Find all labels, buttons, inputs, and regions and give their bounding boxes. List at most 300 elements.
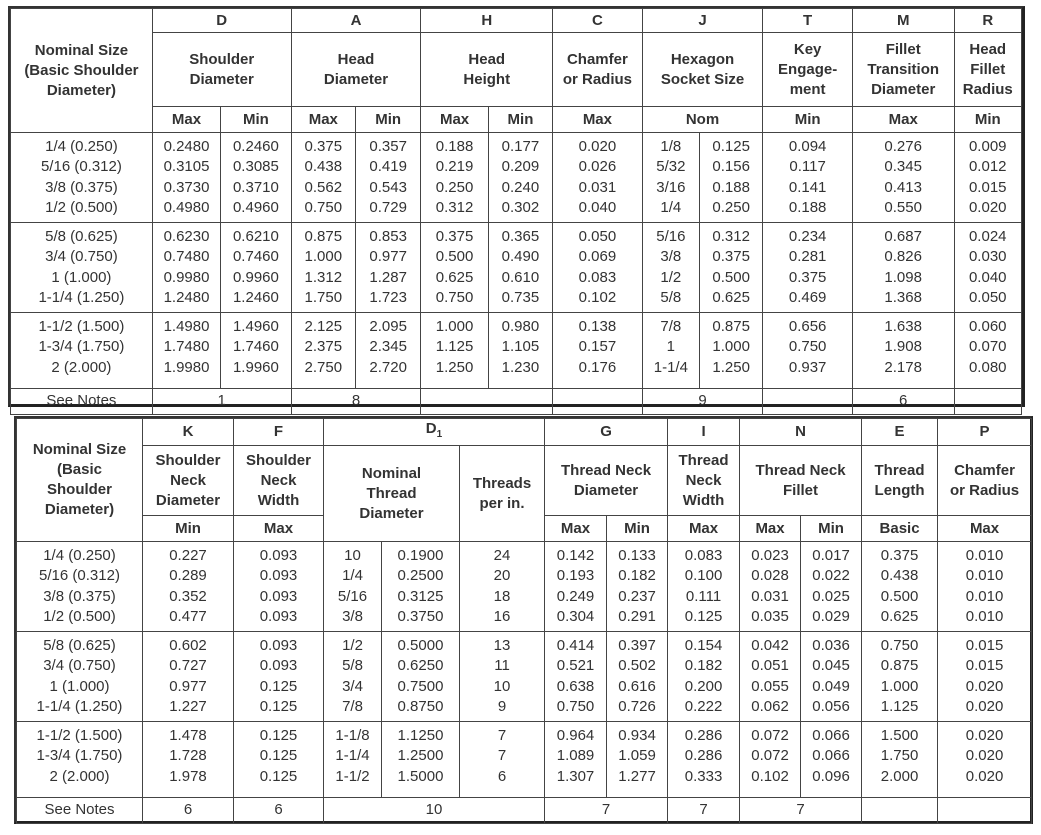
- value: 0.193: [556, 567, 595, 585]
- value: 0.030: [968, 248, 1007, 266]
- value: 0.125: [259, 747, 298, 765]
- letter-e: E: [862, 419, 938, 446]
- value: 1.125: [435, 338, 474, 356]
- note-ref: [763, 389, 853, 415]
- key-engagement-header: Key Engage-ment: [763, 33, 853, 107]
- value: 0.7500: [397, 677, 444, 695]
- letter-t: T: [763, 9, 853, 33]
- value: 0.020: [965, 747, 1004, 765]
- letter-d1: [324, 419, 545, 446]
- letter-f: F: [234, 419, 324, 446]
- data-cell-g-max: [545, 722, 607, 798]
- value: 7: [497, 747, 507, 765]
- data-cell-tpi: [460, 632, 545, 722]
- value: 0.026: [578, 158, 617, 176]
- value: 0.937: [788, 358, 827, 376]
- data-cell-p-max: [938, 722, 1032, 798]
- data-cell-size: [11, 223, 153, 313]
- letter-d1-main: D: [425, 420, 437, 437]
- value: 5/16 (0.312): [39, 567, 120, 585]
- value: 1-1/4: [653, 358, 688, 376]
- see-notes-label: See Notes: [17, 798, 143, 824]
- value: 0.250: [435, 178, 474, 196]
- value: 10: [493, 677, 511, 695]
- value: 0.222: [684, 698, 723, 716]
- data-cell-d-max: [152, 133, 220, 223]
- note-ref: 6: [852, 389, 954, 415]
- data-cell-size: [17, 542, 143, 632]
- value: 0.413: [884, 178, 922, 196]
- letter-d1-subscript: 1: [436, 429, 443, 440]
- data-cell-d1-dec: [382, 722, 460, 798]
- value: 1.7460: [232, 338, 279, 356]
- value: 1.723: [369, 289, 407, 307]
- thread-neck-fillet-header: Thread Neck Fillet: [740, 446, 862, 516]
- value: 24: [493, 547, 511, 564]
- value: 0.375: [304, 138, 343, 155]
- value: 0.056: [812, 698, 850, 716]
- value: 5/16: [656, 228, 686, 245]
- value: 3/4 (0.750): [43, 657, 116, 675]
- data-cell-size: [11, 313, 153, 389]
- note-ref: 7: [545, 798, 668, 824]
- value: 0.237: [618, 587, 656, 605]
- value: 0.375: [788, 268, 827, 286]
- sub-header: Max: [234, 516, 324, 542]
- data-cell-e-basic: [862, 542, 938, 632]
- value: 0.352: [169, 587, 207, 605]
- data-cell-d-min: [221, 223, 291, 313]
- data-cell-r-min: [954, 133, 1022, 223]
- value: 1.277: [618, 767, 656, 785]
- value: 0.020: [968, 199, 1007, 217]
- sub-header: Min: [607, 516, 668, 542]
- value: 0.125: [684, 608, 723, 626]
- value: 0.042: [751, 637, 789, 654]
- data-cell-g-min: [607, 542, 668, 632]
- value: 7/8: [660, 318, 682, 335]
- value: 0.083: [684, 547, 723, 564]
- shoulder-screw-head-dimensions-table: [8, 6, 1025, 410]
- value: 0.010: [965, 587, 1004, 605]
- sub-header: Max: [553, 107, 643, 133]
- sub-header: Max: [545, 516, 607, 542]
- value: 0.029: [812, 608, 850, 626]
- value: 13: [493, 637, 511, 654]
- value: 0.638: [556, 677, 595, 695]
- value: 10: [344, 547, 361, 564]
- data-cell-t-min: [763, 223, 853, 313]
- value: 0.602: [169, 637, 207, 654]
- value: 11: [494, 657, 510, 675]
- value: 2.125: [304, 318, 343, 335]
- value: 3/4: [342, 677, 363, 695]
- value: 0.9980: [163, 268, 210, 286]
- value: 0.234: [788, 228, 827, 245]
- value: 0.080: [968, 358, 1007, 376]
- value: 1-1/4 (1.250): [38, 289, 125, 307]
- table-1: [10, 8, 1022, 415]
- value: 0.5000: [397, 637, 444, 654]
- value: 0.9960: [232, 268, 279, 286]
- value: 0.249: [556, 587, 595, 605]
- value: 1/4: [660, 199, 682, 217]
- data-cell-j-dec: [700, 223, 763, 313]
- fillet-transition-header: Fillet Transition Diameter: [852, 33, 954, 107]
- letter-k: K: [143, 419, 234, 446]
- data-block-row: [11, 223, 1022, 313]
- data-cell-a-min: [356, 133, 421, 223]
- value: 0.375: [880, 547, 919, 564]
- value: 0.4960: [232, 199, 279, 217]
- value: 0.3085: [232, 158, 279, 176]
- value: 0.227: [169, 547, 207, 564]
- value: 5/8: [660, 289, 682, 307]
- see-notes-label: See Notes: [11, 389, 153, 415]
- value: 0.687: [884, 228, 922, 245]
- value: 1.9980: [163, 358, 210, 376]
- value: 1.368: [884, 289, 922, 307]
- value: 2.720: [369, 358, 407, 376]
- value: 0.750: [435, 289, 474, 307]
- value: 0.438: [880, 567, 919, 585]
- value: 0.125: [259, 767, 298, 785]
- data-cell-n-max: [740, 542, 801, 632]
- value: 0.209: [501, 158, 540, 176]
- data-cell-d1-frac: [324, 542, 382, 632]
- letter-p: P: [938, 419, 1032, 446]
- value: 0.8750: [397, 698, 444, 716]
- data-block-row: [17, 722, 1032, 798]
- value: 0.750: [304, 199, 343, 217]
- data-cell-f-max: [234, 722, 324, 798]
- value: 0.250: [712, 199, 750, 217]
- value: 1-1/4 (1.250): [36, 698, 123, 716]
- value: 0.625: [712, 289, 750, 307]
- value: 1.307: [556, 767, 595, 785]
- data-cell-c-max: [553, 223, 643, 313]
- value: 0.200: [684, 677, 723, 695]
- value: 0.093: [259, 547, 298, 564]
- value: 0.397: [618, 637, 656, 654]
- value: 0.934: [618, 727, 656, 744]
- value: 1/4 (0.250): [43, 547, 116, 564]
- value: 2 (2.000): [49, 767, 110, 785]
- data-cell-d1-frac: [324, 632, 382, 722]
- note-ref: 9: [642, 389, 763, 415]
- value: 0.286: [684, 727, 723, 744]
- shoulder-diameter-header: Shoulder Diameter: [152, 33, 291, 107]
- value: 0.750: [788, 338, 827, 356]
- value: 0.031: [578, 178, 617, 196]
- note-ref: [421, 389, 553, 415]
- value: 0.6230: [163, 228, 210, 245]
- value: 0.276: [884, 138, 922, 155]
- value: 0.3750: [397, 608, 444, 626]
- value: 0.096: [812, 767, 850, 785]
- value: 9: [497, 698, 507, 716]
- value: 0.020: [578, 138, 617, 155]
- value: 0.024: [968, 228, 1007, 245]
- value: 0.1900: [397, 547, 444, 564]
- data-cell-g-max: [545, 542, 607, 632]
- data-block-row: [11, 313, 1022, 389]
- value: 0.045: [812, 657, 850, 675]
- value: 0.469: [788, 289, 827, 307]
- value: 0.610: [501, 268, 540, 286]
- head-diameter-header: Head Diameter: [291, 33, 421, 107]
- value: 0.012: [968, 158, 1007, 176]
- sub-header: Max: [152, 107, 220, 133]
- sub-header: Min: [221, 107, 291, 133]
- data-cell-f-max: [234, 542, 324, 632]
- value: 1/4 (0.250): [45, 138, 118, 155]
- value: 0.3125: [397, 587, 444, 605]
- value: 18: [493, 587, 511, 605]
- value: 0.826: [884, 248, 922, 266]
- value: 1.500: [880, 727, 919, 744]
- value: 0.020: [965, 727, 1004, 744]
- data-cell-t-min: [763, 313, 853, 389]
- value: 5/8 (0.625): [45, 228, 118, 245]
- sub-header: Max: [740, 516, 801, 542]
- value: 1.000: [712, 338, 750, 356]
- data-cell-m-max: [852, 313, 954, 389]
- value: 0.040: [968, 268, 1007, 286]
- value: 0.176: [578, 358, 617, 376]
- thread-neck-width-header: Thread Neck Width: [668, 446, 740, 516]
- value: 3/8: [660, 248, 682, 266]
- value: 0.304: [556, 608, 595, 626]
- value: 0.066: [812, 727, 850, 744]
- value: 0.093: [259, 587, 298, 605]
- value: 1-1/2 (1.500): [36, 727, 123, 744]
- value: 1.250: [712, 358, 750, 376]
- value: 5/16 (0.312): [40, 158, 122, 176]
- see-notes-row: [17, 798, 1032, 824]
- value: 1.638: [884, 318, 922, 335]
- value: 0.020: [965, 767, 1004, 785]
- table-2: [16, 418, 1032, 824]
- sub-header: Min: [356, 107, 421, 133]
- data-cell-h-max: [421, 133, 488, 223]
- data-cell-i-max: [668, 632, 740, 722]
- sub-header: Max: [291, 107, 355, 133]
- note-ref: 1: [152, 389, 291, 415]
- data-cell-size: [17, 632, 143, 722]
- value: 0.177: [501, 138, 540, 155]
- value: 0.017: [812, 547, 850, 564]
- value: 0.093: [259, 608, 298, 626]
- value: 1.059: [618, 747, 656, 765]
- data-cell-m-max: [852, 133, 954, 223]
- value: 0.291: [618, 608, 656, 626]
- value: 0.015: [965, 657, 1004, 675]
- value: 0.031: [751, 587, 789, 605]
- letter-i: I: [668, 419, 740, 446]
- chamfer-radius-header: Chamfer or Radius: [938, 446, 1032, 516]
- value: 0.4980: [163, 199, 210, 217]
- value: 20: [493, 567, 511, 585]
- value: 2.178: [884, 358, 922, 376]
- letter-n: N: [740, 419, 862, 446]
- data-cell-h-min: [488, 133, 552, 223]
- value: 0.6210: [232, 228, 279, 245]
- value: 0.010: [965, 547, 1004, 564]
- hex-socket-header: Hexagon Socket Size: [642, 33, 763, 107]
- value: 0.219: [435, 158, 474, 176]
- value: 7: [497, 727, 507, 744]
- value: 0.093: [259, 637, 298, 654]
- value: 1.7480: [163, 338, 210, 356]
- value: 0.010: [965, 608, 1004, 626]
- value: 2.750: [304, 358, 343, 376]
- value: 0.117: [789, 158, 826, 176]
- note-ref: [938, 798, 1032, 824]
- sub-header: Basic: [862, 516, 938, 542]
- value: 0.414: [556, 637, 595, 654]
- value: 5/8: [342, 657, 363, 675]
- value: 1/4: [342, 567, 363, 585]
- value: 0.142: [556, 547, 595, 564]
- data-cell-k-min: [143, 722, 234, 798]
- value: 1.1250: [397, 727, 444, 744]
- table-2-body: [17, 542, 1032, 798]
- value: 0.477: [169, 608, 207, 626]
- value: 0.625: [435, 268, 474, 286]
- value: 0.015: [965, 637, 1004, 654]
- value: 1-1/2: [335, 767, 370, 785]
- data-cell-n-min: [801, 542, 862, 632]
- value: 0.302: [501, 199, 540, 217]
- value: 0.069: [578, 248, 617, 266]
- value: 1 (1.000): [51, 268, 112, 286]
- value: 0.286: [684, 747, 723, 765]
- value: 0.028: [751, 567, 789, 585]
- data-cell-size: [17, 722, 143, 798]
- value: 1.125: [880, 698, 919, 716]
- value: 0.125: [259, 698, 298, 716]
- letter-h: H: [421, 9, 553, 33]
- value: 1/8: [660, 138, 682, 155]
- value: 0.141: [788, 178, 827, 196]
- value: 0.133: [618, 547, 656, 564]
- data-cell-d1-dec: [382, 632, 460, 722]
- letter-m: M: [852, 9, 954, 33]
- value: 2.095: [369, 318, 407, 335]
- value: 5/16: [337, 587, 368, 605]
- value: 0.357: [369, 138, 407, 155]
- data-cell-i-max: [668, 722, 740, 798]
- value: 0.020: [965, 677, 1004, 695]
- value: 1/2: [342, 637, 363, 654]
- value: 1.227: [169, 698, 207, 716]
- nominal-size-header: Nominal Size (Basic Shoulder Diameter): [11, 9, 153, 133]
- value: 0.980: [501, 318, 540, 335]
- value: 1.908: [884, 338, 922, 356]
- sub-header: Max: [938, 516, 1032, 542]
- value: 0.3730: [163, 178, 210, 196]
- data-cell-j-dec: [700, 313, 763, 389]
- value: 0.093: [259, 657, 298, 675]
- note-ref: 10: [324, 798, 545, 824]
- value: 0.240: [501, 178, 540, 196]
- data-cell-k-min: [143, 542, 234, 632]
- value: 0.977: [169, 677, 207, 695]
- data-cell-d1-dec: [382, 542, 460, 632]
- sub-header: Max: [421, 107, 488, 133]
- value: 0.188: [712, 178, 750, 196]
- data-cell-c-max: [553, 133, 643, 223]
- value: 0.853: [369, 228, 407, 245]
- value: 5/32: [656, 158, 686, 176]
- data-cell-size: [11, 133, 153, 223]
- data-cell-f-max: [234, 632, 324, 722]
- value: 1-3/4 (1.750): [38, 338, 125, 356]
- data-cell-c-max: [553, 313, 643, 389]
- data-cell-j-frac: [642, 223, 699, 313]
- value: 1.2480: [163, 289, 210, 307]
- value: 0.550: [884, 199, 922, 217]
- value: 0.102: [578, 289, 617, 307]
- value: 0.070: [968, 338, 1007, 356]
- data-cell-e-basic: [862, 722, 938, 798]
- chamfer-header: Chamfer or Radius: [553, 33, 643, 107]
- value: 0.188: [788, 199, 827, 217]
- value: 0.312: [712, 228, 750, 245]
- data-cell-a-max: [291, 223, 355, 313]
- value: 0.010: [965, 567, 1004, 585]
- value: 1: [666, 338, 675, 356]
- value: 0.977: [369, 248, 407, 266]
- value: 0.289: [169, 567, 207, 585]
- value: 1.978: [169, 767, 207, 785]
- value: 3/8 (0.375): [45, 178, 118, 196]
- sub-header: Nom: [642, 107, 763, 133]
- data-cell-d-max: [152, 313, 220, 389]
- thread-length-header: Thread Length: [862, 446, 938, 516]
- letter-a: A: [291, 9, 421, 33]
- value: 0.750: [880, 637, 919, 654]
- data-cell-tpi: [460, 722, 545, 798]
- data-cell-tpi: [460, 542, 545, 632]
- shoulder-screw-thread-dimensions-table: [14, 416, 1033, 824]
- value: 0.500: [880, 587, 919, 605]
- value: 0.521: [556, 657, 595, 675]
- value: 0.964: [556, 727, 595, 744]
- letter-d: D: [152, 9, 291, 33]
- sub-header: Min: [763, 107, 853, 133]
- value: 0.875: [712, 318, 750, 335]
- value: 0.025: [812, 587, 850, 605]
- head-height-header: Head Height: [421, 33, 553, 107]
- note-ref: 6: [234, 798, 324, 824]
- value: 0.050: [578, 228, 617, 245]
- thread-neck-diameter-header: Thread Neck Diameter: [545, 446, 668, 516]
- value: 0.3105: [163, 158, 210, 176]
- value: 1.098: [884, 268, 922, 286]
- sub-header: Min: [954, 107, 1022, 133]
- value: 0.419: [369, 158, 407, 176]
- value: 3/4 (0.750): [45, 248, 118, 266]
- value: 1-3/4 (1.750): [36, 747, 123, 765]
- value: 1.750: [304, 289, 343, 307]
- data-cell-m-max: [852, 223, 954, 313]
- note-ref: [954, 389, 1022, 415]
- value: 0.375: [435, 228, 474, 245]
- value: 0.072: [751, 747, 789, 765]
- data-block-row: [17, 632, 1032, 722]
